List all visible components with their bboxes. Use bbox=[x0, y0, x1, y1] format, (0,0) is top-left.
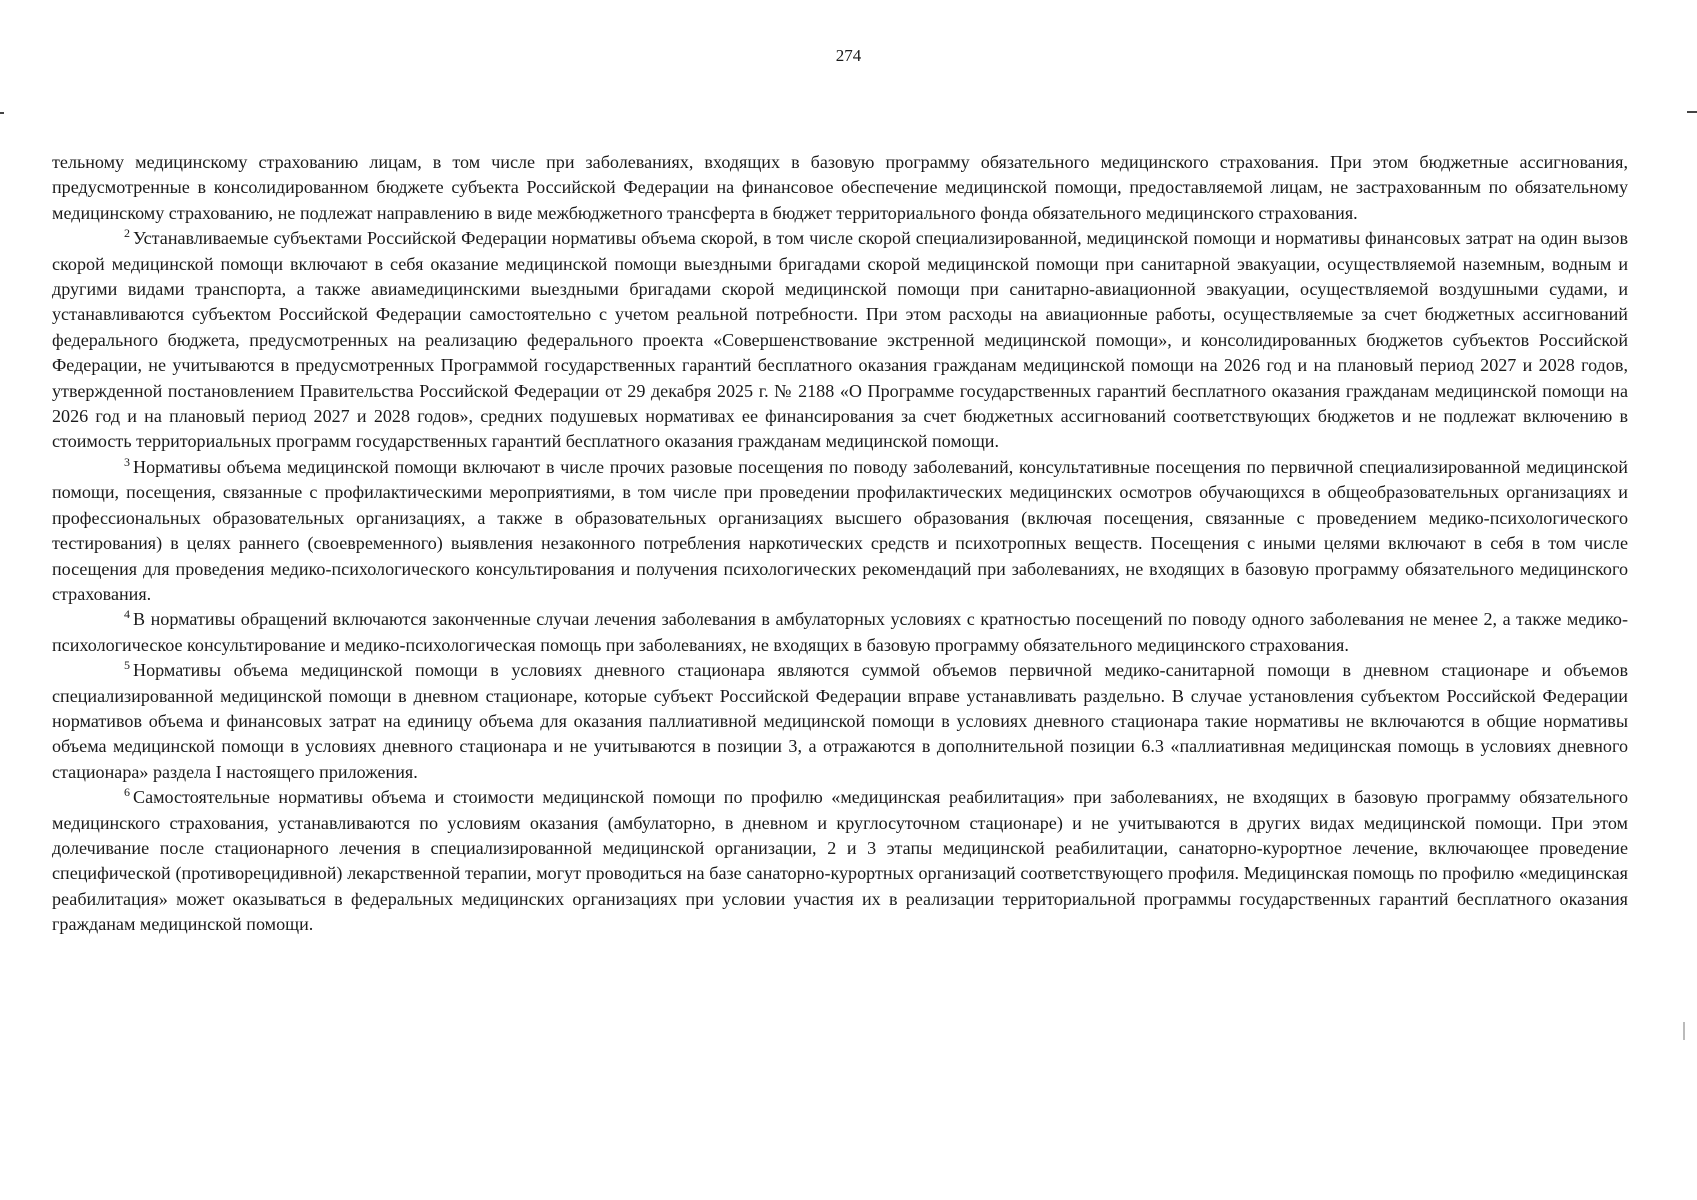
footnote-marker: 6 bbox=[124, 785, 130, 800]
footnote-text: Нормативы объема медицинской помощи в условиях дневного стационара являются суммой объемов первичной медико-санитарной помощи в дневном стационаре и объемов специализированной медицинской помощи в дневном стационаре, которые субъект Российской Федерации вправе устанавливать раздельно. В случае установления субъектом Российской Федерации нормативов объема и финансовых затрат на единицу объема для оказания паллиативной медицинской помощи в условиях дневного стационара такие нормативы не включаются в общие нормативы объема медицинской помощи в условиях дневного стационара и не учитываются в позиции 3, а отражаются в дополнительной позиции 6.3 «паллиативная медицинская помощь в условиях дневного стационара» раздела I настоящего приложения. bbox=[52, 660, 1628, 782]
footnote-marker: 3 bbox=[124, 454, 130, 469]
footnote-text: Устанавливаемые субъектами Российской Федерации нормативы объема скорой, в том числе скорой специализированной, медицинской помощи и нормативы финансовых затрат на один вызов скорой медицинской помощи включают в себя оказание медицинской помощи выездными бригадами скорой медицинской помощи при санитарной эвакуации, осуществляемой наземным, водным и другими видами транспорта, а также авиамедицинскими выездными бригадами скорой медицинской помощи при санитарно-авиационной эвакуации, осуществляемой воздушными судами, и устанавливаются субъектом Российской Федерации самостоятельно с учетом реальной потребности. При этом расходы на авиационные работы, осуществляемые за счет бюджетных ассигнований федерального бюджета, предусмотренных на реализацию федерального проекта «Совершенствование экстренной медицинской помощи», и консолидированных бюджетов субъектов Российской Федерации, не учитываются в предусмотренных Программой государственных гарантий бесплатного оказания гражданам медицинской помощи на 2026 год и на плановый период 2027 и 2028 годов, утвержденной постановлением Правительства Российской Федерации от 29 декабря 2025 г. № 2188 «О Программе государственных гарантий бесплатного оказания гражданам медицинской помощи на 2026 год и на плановый период 2027 и 2028 годов», средних подушевых нормативах ее финансирования за счет бюджетных ассигнований соответствующих бюджетов и не подлежат включению в стоимость территориальных программ государственных гарантий бесплатного оказания гражданам медицинской помощи. bbox=[52, 228, 1628, 452]
footnote-marker: 4 bbox=[124, 607, 130, 622]
page-number: 274 bbox=[835, 46, 862, 65]
footnote-5 bbox=[52, 658, 1628, 785]
footnote-text: Нормативы объема медицинской помощи включают в числе прочих разовые посещения по поводу заболеваний, консультативные посещения по первичной специализированной медицинской помощи, посещения, связанные с профилактическими мероприятиями, в том числе при проведении профилактических медицинских осмотров обучающихся в общеобразовательных организациях и профессиональных образовательных организациях, а также в образовательных организациях высшего образования (включая посещения, связанные с проведением медико-психологического тестирования) в целях раннего (своевременного) выявления незаконного потребления наркотических средств и психотропных веществ. Посещения с иными целями включают в себя в том числе посещения для проведения медико-психологического консультирования и получения психологических рекомендаций при заболеваниях, не входящих в базовую программу обязательного медицинского страхования. bbox=[52, 456, 1628, 604]
footnote-text: В нормативы обращений включаются законченные случаи лечения заболевания в амбулаторных условиях с кратностью посещений по поводу одного заболевания не менее 2, а также медико-психологическое консультирование и медико-психологическая помощь при заболеваниях, не входящих в базовую программу обязательного медицинского страхования. bbox=[52, 609, 1628, 655]
footnote-text: Самостоятельные нормативы объема и стоимости медицинской помощи по профилю «медицинская реабилитация» при заболеваниях, не входящих в базовую программу обязательного медицинского страхования, устанавливаются по условиям оказания (амбулаторно, в дневном и круглосуточном стационаре) и не учитываются в других видах медицинской помощи. При этом долечивание после стационарного лечения в специализированной медицинской организации, 2 и 3 этапы медицинской реабилитации, санаторно-курортное лечение, включающее проведение специфической (противорецидивной) лекарственной терапии, могут проводиться на базе санаторно-курортных организаций соответствующего профиля. Медицинская помощь по профилю «медицинская реабилитация» может оказываться в федеральных медицинских организациях при условии участия их в реализации территориальной программы государственных гарантий бесплатного оказания гражданам медицинской помощи. bbox=[52, 787, 1628, 935]
right-edge-mark bbox=[1687, 111, 1697, 113]
footnote-6 bbox=[52, 785, 1628, 937]
footnote-marker: 2 bbox=[124, 226, 130, 241]
continuation-paragraph: тельному медицинскому страхованию лицам, в том числе при заболеваниях, входящих в базовую программу обязательного медицинского страхования. При этом бюджетные ассигнования, предусмотренные в консолидированном бюджете субъекта Российской Федерации на финансовое обеспечение медицинской помощи, предоставляемой лицам, не застрахованным по обязательному медицинскому страхованию, не подлежат направлению в виде межбюджетного трансферта в бюджет территориального фонда обязательного медицинского страхования. bbox=[52, 152, 1628, 223]
footnote-3 bbox=[52, 455, 1628, 607]
footnote-2 bbox=[52, 226, 1628, 455]
document-body bbox=[52, 150, 1628, 938]
footnote-4 bbox=[52, 607, 1628, 658]
scan-artifact bbox=[1683, 1022, 1685, 1040]
footnote-marker: 5 bbox=[124, 658, 130, 673]
left-edge-mark bbox=[0, 112, 4, 114]
